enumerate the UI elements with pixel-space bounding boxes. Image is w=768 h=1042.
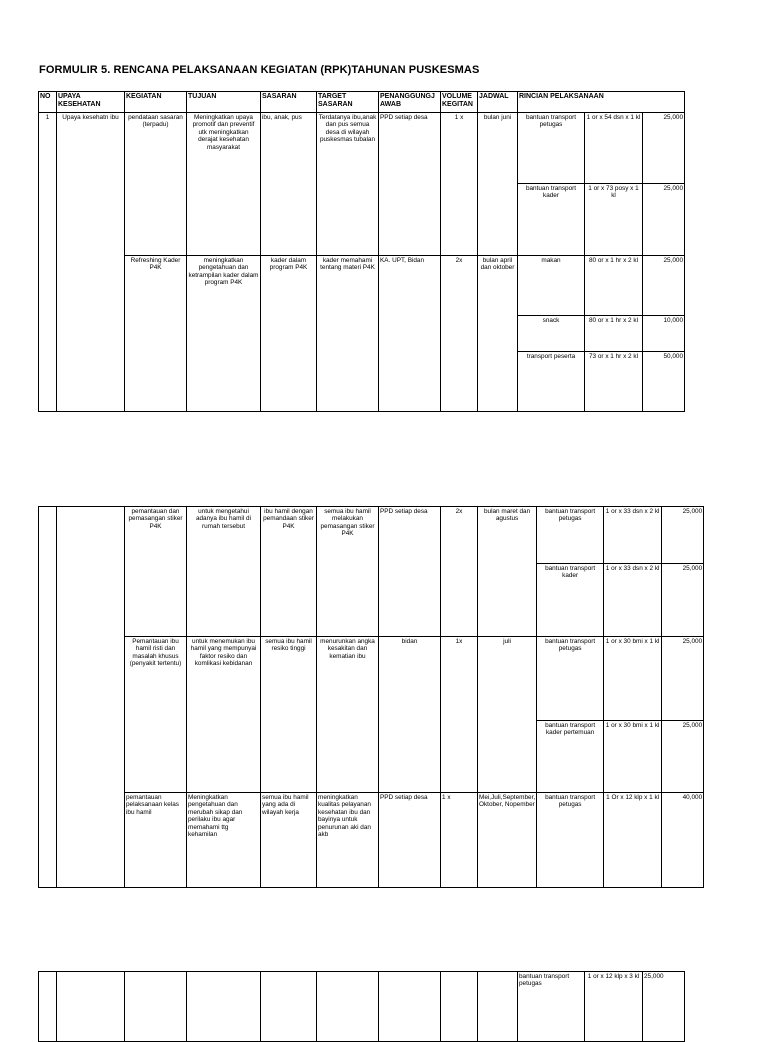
tujuan-cell: Meningkatkan pengetahuan dan merubah sikap dan perilaku ibu agar memahami ttg kehamilan [187,793,261,888]
target-cell: semua ibu hamil melakukan pemasangan stiker P4K [317,507,379,637]
rincian-volume: 73 or x 1 hr x 2 kl [585,352,643,412]
jadwal-cell: Mei,Juli,September, Oktober, Nopember [478,793,537,888]
col-upaya: UPAYA KESEHATAN [57,92,125,113]
col-penanggung: PENANGGUNGJ AWAB [379,92,441,113]
rincian-volume: 1 or x 12 klp x 3 kl [585,972,643,1042]
volume-cell: 1 x [441,793,478,888]
rpk-table-1 [38,91,685,412]
kegiatan-cell: pemantauan dan pemasangan stiker P4K [125,507,187,637]
col-rincian: RINCIAN PELAKSANAAN [518,92,685,113]
rincian-item: bantuan transport kader [518,184,585,256]
volume-cell: 2x [441,256,478,412]
target-cell: meningkatkan kualitas pelayanan kesehatan ibu dan bayinya untuk penurunan aki dan akb [317,793,379,888]
kegiatan-cell: Pemantauan ibu hamil risti dan masalah khusus (penyakit tertentu) [125,637,187,793]
upaya-cell [57,972,125,1042]
rincian-item: bantuan transport petugas [518,113,585,184]
rincian-volume: 1 or x 33 dsn x 2 kl [604,564,662,637]
jadwal-cell: bulan maret dan agustus [478,507,537,637]
pj-cell: bidan [379,637,441,793]
pj-cell: PPD setiap desa [379,507,441,637]
col-kegiatan: KEGIATAN [125,92,187,113]
rincian-item: bantuan transport kader pertemuan [537,721,604,793]
rincian-cost: 25,000 [643,184,685,256]
sasaran-cell: ibu hamil dengan pemandaan stiker P4K [261,507,317,637]
upaya-cell [57,507,125,888]
rincian-cost: 25,000 [662,721,704,793]
rincian-cost: 25,000 [662,637,704,721]
table-row [39,972,685,1042]
target-cell: kader memahami tentang materi P4K [317,256,379,412]
row-no [39,972,57,1042]
rincian-item: bantuan transport kader [537,564,604,637]
rincian-cost: 25,000 [643,256,685,316]
kegiatan-cell [125,972,187,1042]
tujuan-cell: meningkatkan pengetahuan dan ketrampilan kader dalam program P4K [187,256,261,412]
pj-cell: KA. UPT, Bidan [379,256,441,412]
sasaran-cell: semua ibu hamil yang ada di wilayah kerja [261,793,317,888]
tujuan-cell [187,972,261,1042]
volume-cell [441,972,478,1042]
table-row [39,793,704,888]
rincian-volume: 80 or x 1 hr x 2 kl [585,256,643,316]
rincian-volume: 1 or x 54 dsn x 1 kl [585,113,643,184]
table-row [39,113,685,184]
volume-cell: 1 x [441,113,478,256]
rincian-volume: 1 or x 30 bmi x 1 kl [604,637,662,721]
table-row [39,637,704,721]
col-no: NO [39,92,57,113]
sasaran-cell: kader dalam program P4K [261,256,317,412]
kegiatan-cell: Refreshing Kader P4K [125,256,187,412]
rincian-cost: 25,000 [643,972,685,1042]
jadwal-cell: bulan juni [478,113,518,256]
rincian-cost: 50,000 [643,352,685,412]
rpk-table-3 [38,971,685,1042]
volume-cell: 2x [441,507,478,637]
rincian-volume: 1 or x 73 posy x 1 kl [585,184,643,256]
col-target: TARGET SASARAN [317,92,379,113]
rincian-volume: 80 or x 1 hr x 2 kl [585,316,643,352]
rincian-cost: 10,000 [643,316,685,352]
table-header-row [39,92,685,113]
tujuan-cell: untuk menemukan ibu hamil yang mempunyai faktor resiko dan komlikasi kebidanan [187,637,261,793]
rincian-item: bantuan transport petugas [537,507,604,564]
rincian-item: snack [518,316,585,352]
target-cell [317,972,379,1042]
jadwal-cell: bulan april dan oktober [478,256,518,412]
rincian-cost: 25,000 [662,564,704,637]
pj-cell: PPD setiap desa [379,113,441,256]
table-row [39,507,704,564]
kegiatan-cell: pemantauan pelaksanaan kelas ibu hamil [125,793,187,888]
rincian-volume: 1 or x 33 dsn x 2 kl [604,507,662,564]
rincian-item: transport peserta [518,352,585,412]
pj-cell [379,972,441,1042]
rincian-volume: 1 Or x 12 klp x 1 kl [604,793,662,888]
rincian-cost: 40,000 [662,793,704,888]
col-volume: VOLUME KEGITAN [441,92,478,113]
volume-cell: 1x [441,637,478,793]
upaya-cell: Upaya kesehatn ibu [57,113,125,412]
pj-cell: PPD setiap desa [379,793,441,888]
rincian-item: bantuan transport petugas [518,972,585,1042]
target-cell: Terdatanya ibu,anak dan pus semua desa di wilayah puskesmas tubalan [317,113,379,256]
rincian-item: bantuan transport petugas [537,637,604,721]
col-jadwal: JADWAL [478,92,518,113]
row-no: 1 [39,113,57,412]
tujuan-cell: Meningkatkan upaya promotif dan preventif utk meningkatkan derajat kesehatan masyarakat [187,113,261,256]
rincian-volume: 1 or x 30 bmi x 1 kl [604,721,662,793]
sasaran-cell [261,972,317,1042]
target-cell: menurunkan angka kesakitan dan kematian ibu [317,637,379,793]
rpk-table-2 [38,506,704,888]
kegiatan-cell: pendataan sasaran (terpadu) [125,113,187,256]
sasaran-cell: ibu, anak, pus [261,113,317,256]
tujuan-cell: untuk mengetahui adanya ibu hamil di rumah tersebut [187,507,261,637]
table-row [39,256,685,316]
jadwal-cell: juli [478,637,537,793]
jadwal-cell [478,972,518,1042]
rincian-cost: 25,000 [643,113,685,184]
sasaran-cell: semua ibu hamil resiko tinggi [261,637,317,793]
document-title: FORMULIR 5. RENCANA PELAKSANAAN KEGIATAN (RPK)TAHUNAN PUSKESMAS [39,64,480,76]
row-no [39,507,57,888]
col-tujuan: TUJUAN [187,92,261,113]
col-sasaran: SASARAN [261,92,317,113]
rincian-item: makan [518,256,585,316]
rincian-item: bantuan transport petugas [537,793,604,888]
rincian-cost: 25,000 [662,507,704,564]
